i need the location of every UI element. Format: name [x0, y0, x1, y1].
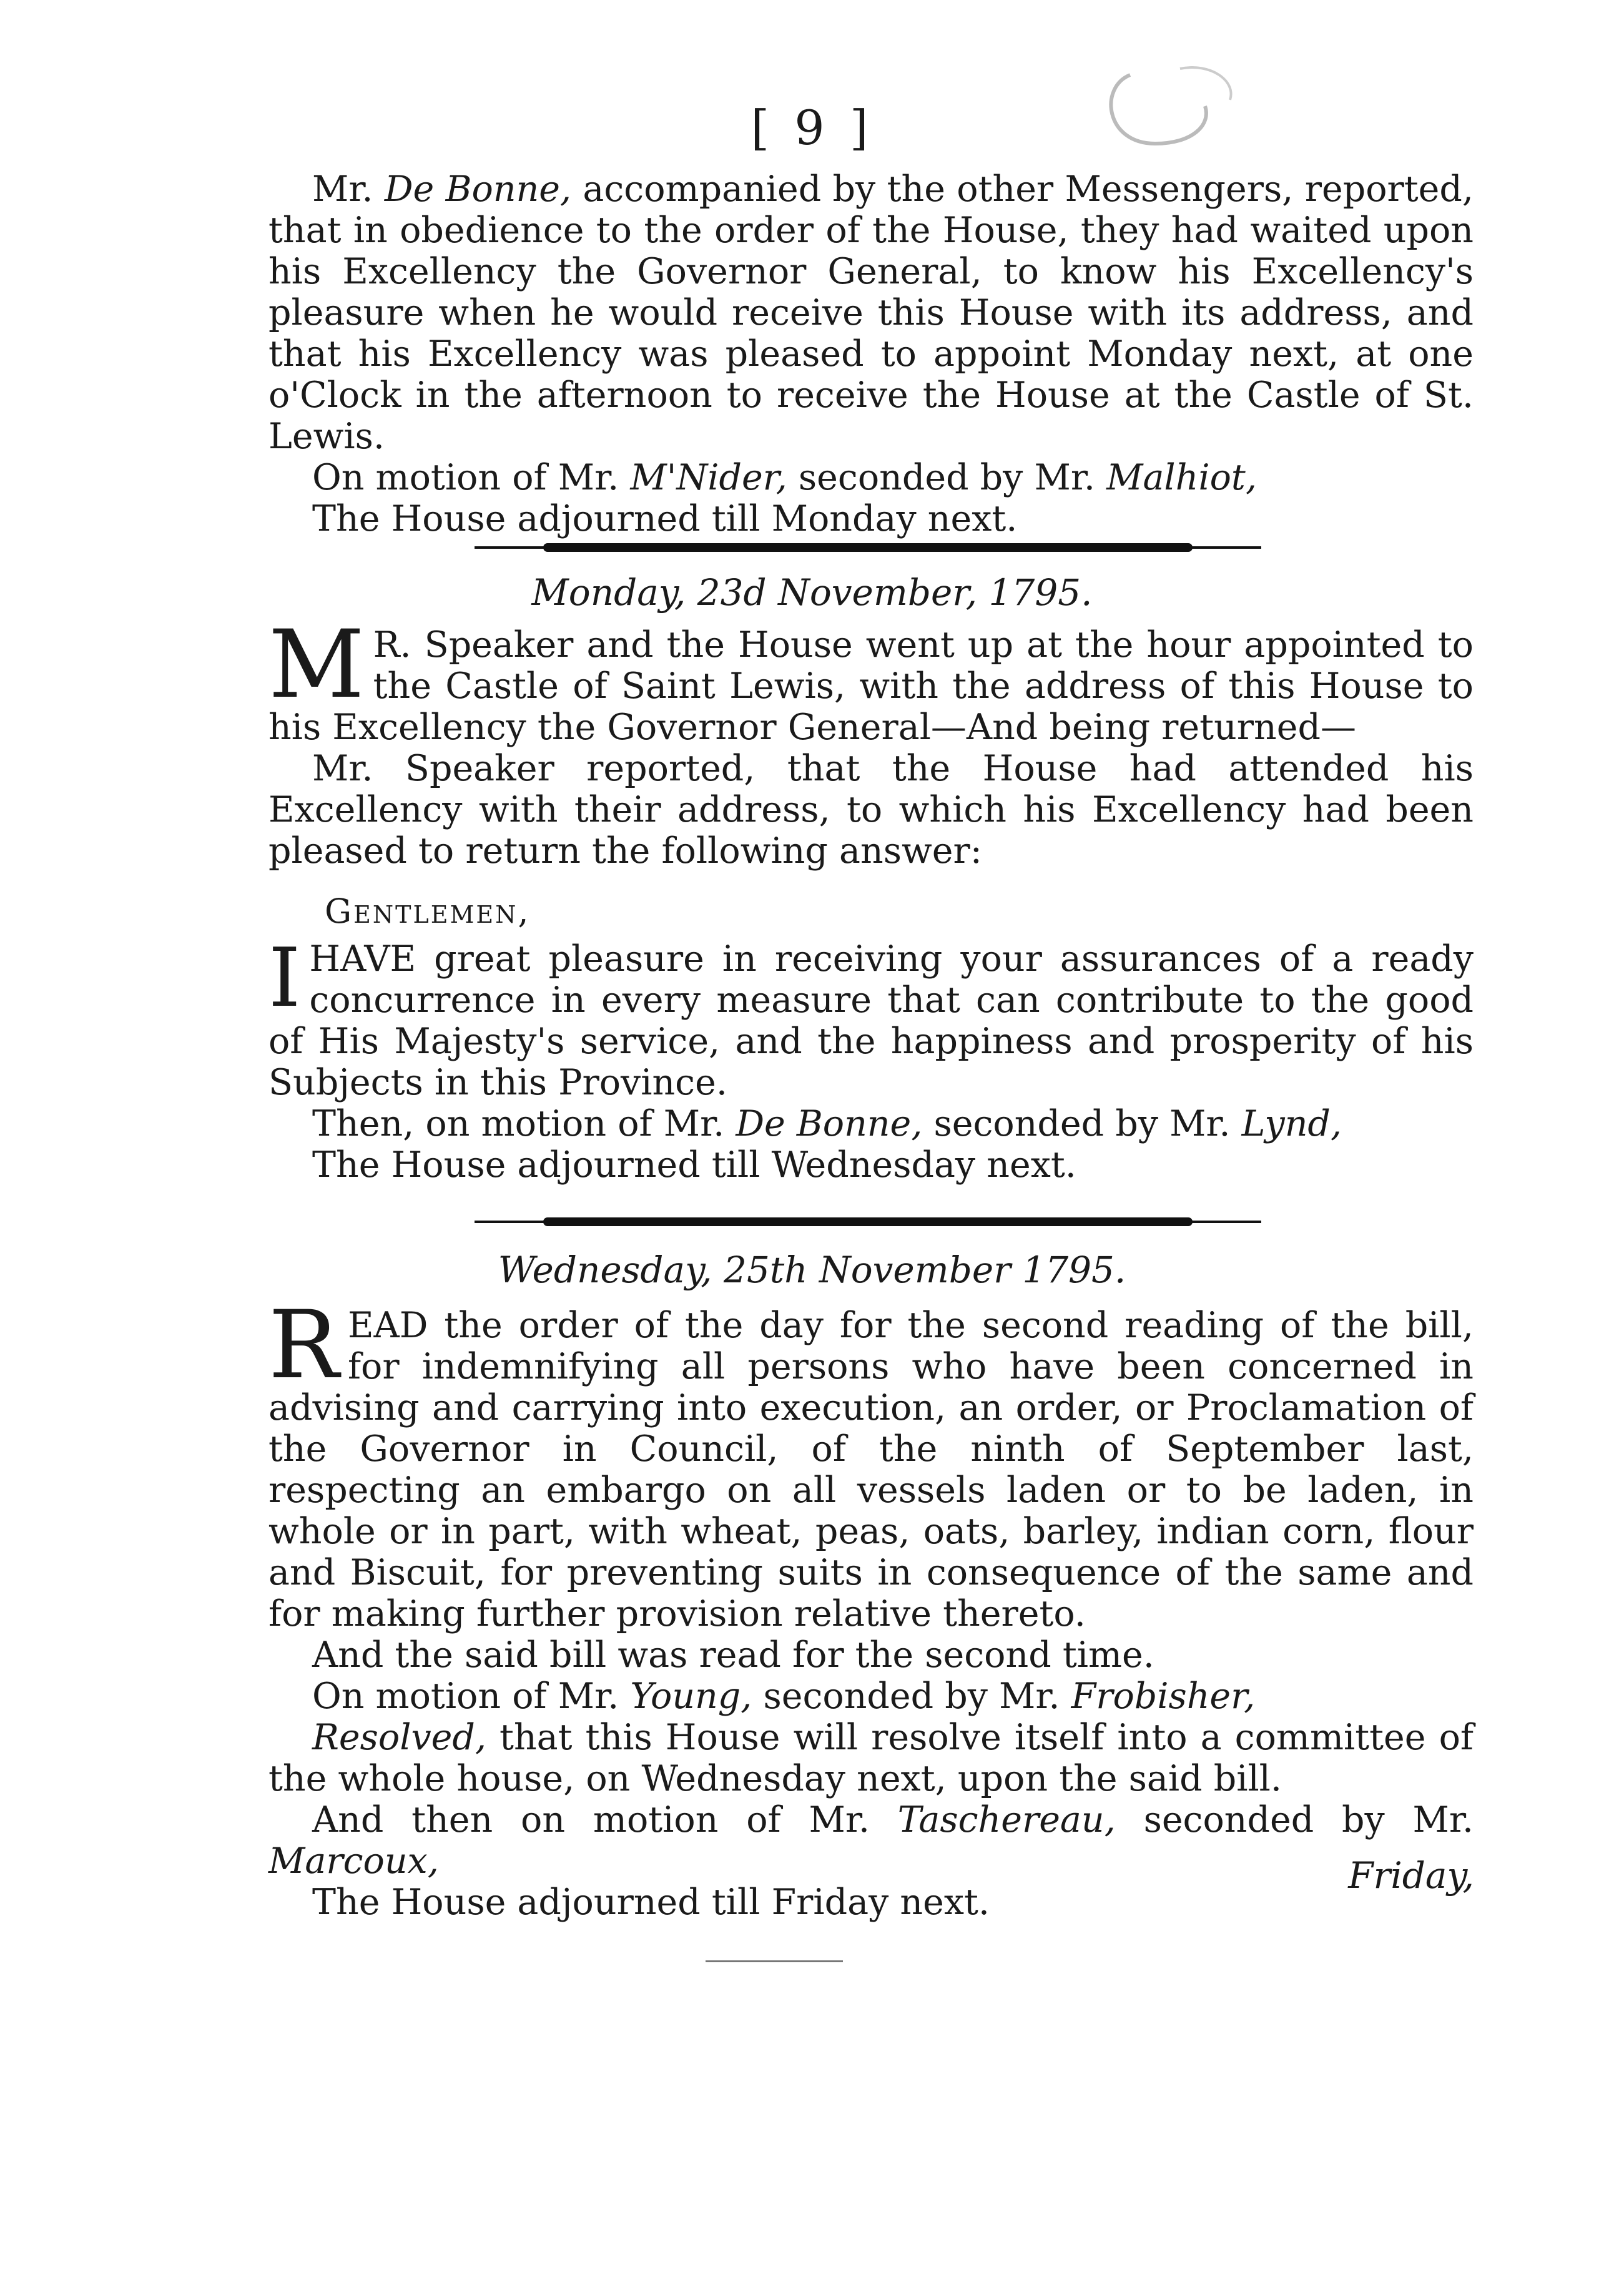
- text-run: that this House will resolve itself into a committee of the whole house, on Wednesday next, upon the said bill.: [268, 1717, 1474, 1799]
- member-name: Malhiot,: [1106, 457, 1257, 498]
- drop-cap: R: [268, 1291, 339, 1400]
- text-run: seconded by Mr.: [752, 1676, 1071, 1717]
- text-run: EAD the order of the day for the second reading of the bill, for indemnifying all persons who have been concerned in advising and carrying into execution, an order, or Proclamation of the Governor in Council, of the ninth of September last, respecting an embargo on all vessels laden or to be laden, in whole or in part, with wheat, peas, oats, barley, indian corn, flour and Biscuit, for preventing suits in consequence of the same and for making further provision relative thereto.: [268, 1305, 1474, 1634]
- member-name: Frobisher,: [1071, 1676, 1256, 1717]
- text-run: Mr.: [312, 169, 385, 210]
- member-name: Young,: [630, 1676, 752, 1717]
- text-run: Then, on motion of Mr.: [312, 1103, 736, 1144]
- dateline-wednesday: Wednesday, 25th November 1795.: [498, 1249, 1126, 1291]
- member-name: Marcoux,: [268, 1840, 439, 1882]
- member-name: Lynd,: [1241, 1103, 1342, 1144]
- section-divider: [543, 1217, 1193, 1226]
- salutation-text: Gentlemen,: [325, 892, 531, 931]
- resolved-word: Resolved,: [312, 1717, 486, 1758]
- text-run: seconded by Mr.: [1115, 1799, 1474, 1840]
- paragraph-second-reading: And the said bill was read for the second time.: [312, 1634, 1154, 1676]
- drop-cap: I: [268, 930, 301, 1025]
- member-name: De Bonne,: [736, 1103, 923, 1144]
- paragraph-adjournment: The House adjourned till Monday next.: [312, 498, 1018, 539]
- text-run: R. Speaker and the House went up at the hour appointed to the Castle of Saint Lewis, with the address of this House to his Excellency the Governor General—And being returned—: [268, 624, 1474, 748]
- text-run: accompanied by the other Messengers, reported, that in obedience to the order of the House, they had waited upon his Excellency the Governor General, to know his Excellency's pleasure when he would receive this House with its address, and that his Excellency was pleased to appoint Monday next, at one o'Clock in the afternoon to receive the House at the Castle of St. Lewis.: [268, 169, 1474, 457]
- text-run: HAVE great pleasure in receiving your assurances of a ready concurrence in every measure that can contribute to the good of His Majesty's service, and the happiness and prosperity of his Subjects in this Province.: [268, 938, 1474, 1103]
- paragraph-motion: [268, 1103, 1474, 1144]
- member-name: Taschereau,: [897, 1799, 1116, 1840]
- section-divider: [543, 543, 1193, 552]
- paragraph-adjournment: The House adjourned till Wednesday next.: [312, 1144, 1076, 1186]
- salutation: [268, 890, 1474, 932]
- text-run: seconded by Mr.: [922, 1103, 1242, 1144]
- paragraph-speaker-reported: Mr. Speaker reported, that the House had attended his Excellency with their address, to which his Excellency had been pleased to return the following answer:: [268, 748, 1474, 872]
- drop-cap: M: [268, 611, 365, 719]
- text-run: On motion of Mr.: [312, 457, 631, 498]
- catchword: Friday,: [1348, 1854, 1474, 1897]
- paragraph-motion: [268, 1799, 1474, 1882]
- member-name: M'Nider,: [630, 457, 787, 498]
- member-name: De Bonne,: [384, 169, 572, 210]
- dash-mark: [706, 1960, 843, 1962]
- section-2: [268, 611, 1474, 1186]
- paragraph-resolution: [268, 1717, 1474, 1799]
- text-run: seconded by Mr.: [787, 457, 1107, 498]
- section-1: [268, 169, 1474, 539]
- paragraph-motion: [268, 1676, 1474, 1717]
- paragraph-motion: [268, 457, 1474, 498]
- dateline-monday: Monday, 23d November, 1795.: [531, 571, 1093, 614]
- page-number: [ 9 ]: [750, 100, 874, 155]
- text-run: And then on motion of Mr.: [312, 1799, 898, 1840]
- section-3: [268, 1291, 1474, 1923]
- text-run: On motion of Mr.: [312, 1676, 631, 1717]
- paragraph-messengers-report: [268, 169, 1474, 457]
- ink-mark: [1086, 50, 1249, 162]
- paragraph-governor-answer: [268, 930, 1474, 1103]
- paragraph-bill-reading: [268, 1291, 1474, 1634]
- paragraph-speaker-went-up: [268, 611, 1474, 748]
- paragraph-adjournment: The House adjourned till Friday next.: [312, 1882, 990, 1923]
